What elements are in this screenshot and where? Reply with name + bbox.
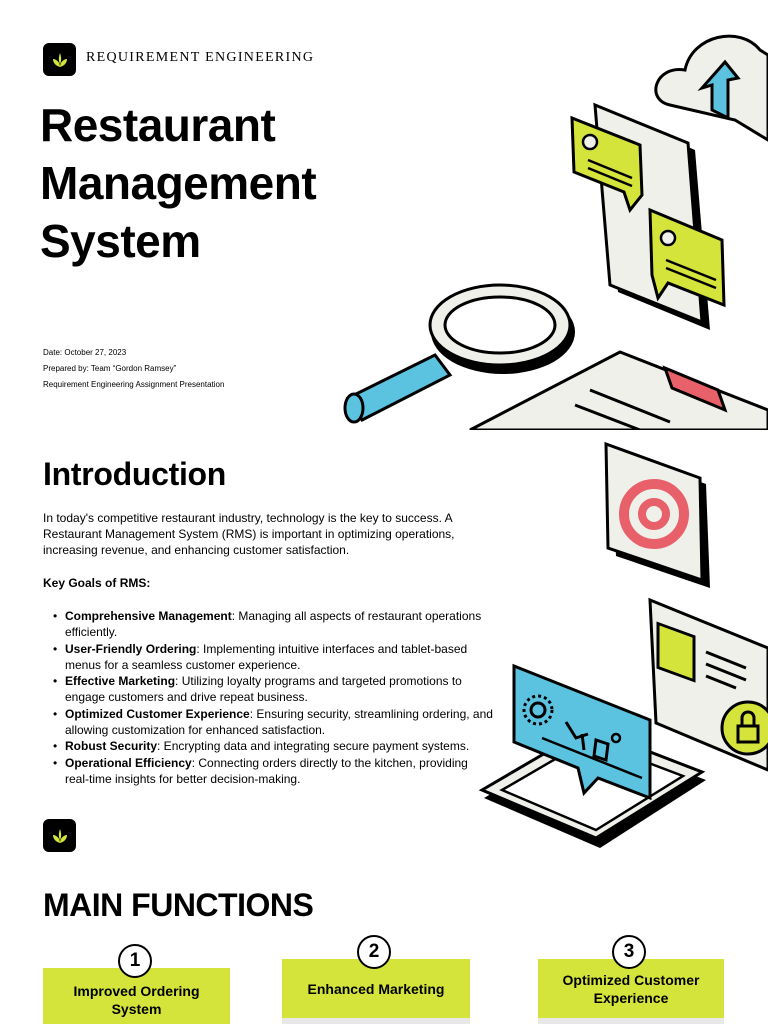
card-shadow: [538, 1018, 724, 1024]
list-item: [43, 706, 493, 739]
goal-text: : Utilizing loyalty programs and targeted promotions to engage customers and drive repeat business.: [65, 674, 462, 705]
cover-illustration: [340, 10, 768, 430]
function-label: Optimized Customer Experience: [562, 971, 700, 1006]
leaf-logo-icon: [43, 43, 76, 76]
title-line: Management: [40, 157, 317, 209]
title-line: Restaurant: [40, 99, 276, 151]
intro-slide: [0, 430, 768, 860]
cover-slide: [0, 0, 768, 430]
cloud-upload-icon: [656, 36, 768, 140]
goal-title: Optimized Customer Experience: [65, 706, 250, 721]
card-shadow: [282, 1018, 470, 1024]
section-heading: Introduction: [43, 456, 227, 492]
lock-icon: [722, 702, 768, 754]
email-at-icon: [606, 444, 710, 588]
goal-text: : Managing all aspects of restaurant operations efficiently.: [65, 609, 482, 640]
brand-label: REQUIREMENT ENGINEERING: [86, 50, 315, 65]
goal-text: : Connecting orders directly to the kitchen, providing real-time insights for better decision-making.: [65, 755, 468, 786]
prepared-by-text: Prepared by: Team “Gordon Ramsey”: [43, 364, 177, 373]
step-number: 3: [612, 935, 646, 969]
date-text: Date: October 27, 2023: [43, 348, 127, 357]
title-line: System: [40, 215, 201, 267]
tablet-chat-icon: [572, 105, 724, 330]
goal-text: : Ensuring security, streamlining ordering, and allowing customization for enhanced satisfaction.: [65, 706, 493, 738]
intro-paragraph: In today's competitive restaurant industry, technology is the key to success. A Restaurant Management System (RMS) is important in optimizing operations, increasing revenue, and enhancing customer satisfaction.: [43, 511, 455, 557]
goal-title: User-Friendly Ordering: [65, 641, 197, 656]
leaf-logo-icon: [43, 819, 76, 852]
goals-list: [43, 608, 493, 787]
functions-slide: [0, 860, 768, 1024]
list-item: [43, 641, 493, 674]
function-label: Enhanced Marketing: [307, 980, 445, 997]
step-number: 1: [118, 944, 152, 978]
goal-title: Comprehensive Management: [65, 609, 232, 623]
page-title: [40, 96, 316, 270]
goal-title: Operational Efficiency: [65, 755, 192, 770]
goal-text: : Encrypting data and integrating secure payment systems.: [157, 739, 470, 754]
purpose-text: Requirement Engineering Assignment Presentation: [43, 380, 225, 389]
list-item: [43, 608, 493, 641]
goal-title: Robust Security: [65, 739, 158, 754]
section-heading: MAIN FUNCTIONS: [43, 887, 314, 923]
list-item: [43, 738, 493, 754]
goal-text: : Implementing intuitive interfaces and tablet-based menus for a seamless customer experience.: [65, 641, 468, 672]
intro-illustration: [478, 438, 768, 860]
goals-heading: Key Goals of RMS:: [43, 576, 151, 590]
step-number: 2: [357, 935, 391, 969]
list-item: [43, 755, 493, 788]
goal-title: Effective Marketing: [65, 674, 176, 689]
cover-meta: [43, 345, 224, 393]
function-label: Improved Ordering System: [73, 983, 200, 1017]
list-item: [43, 673, 493, 706]
